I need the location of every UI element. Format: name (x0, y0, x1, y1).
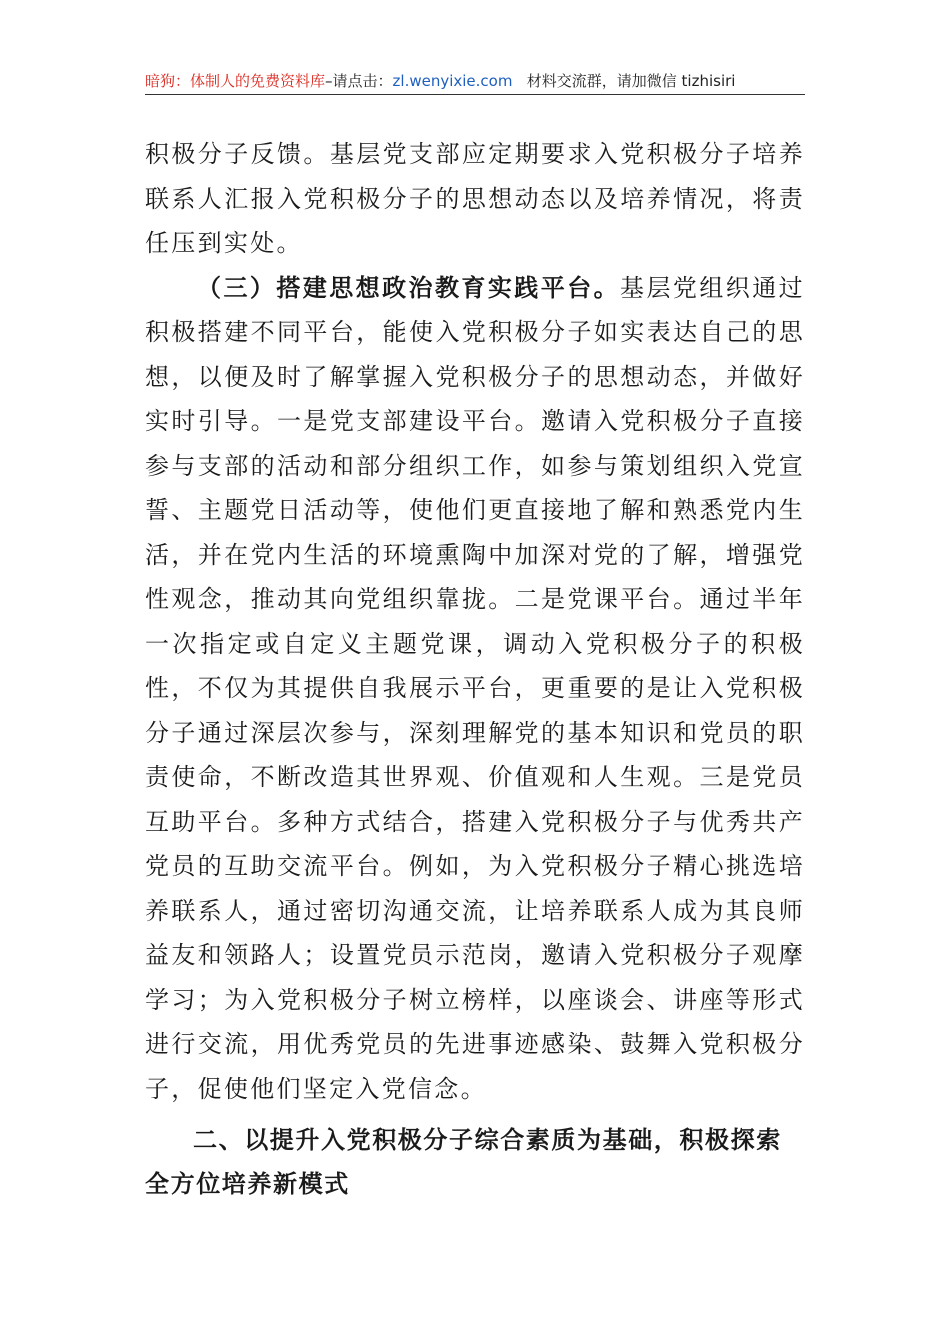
header-link[interactable]: zl.wenyixie.com (392, 72, 513, 90)
header-divider (145, 94, 805, 95)
page-header (145, 68, 805, 94)
document-body (145, 132, 805, 1111)
section-heading-3: （三）搭建思想政治教育实践平台。 (197, 272, 621, 302)
header-site-name: 暗狗：体制人的免费资料库 (145, 72, 326, 90)
header-wechat-note: 材料交流群，请加微信 tizhisiri (526, 72, 736, 90)
paragraph-2 (145, 266, 805, 1112)
section-heading-2: 二、以提升入党积极分子综合素质为基础，积极探索全方位培养新模式 (145, 1126, 782, 1198)
header-click-prompt: –请点击： (325, 72, 393, 90)
paragraph-2-text: 基层党组织通过积极搭建不同平台，能使入党积极分子如实表达自己的思想，以便及时了解掌握入党积极分子的思想动态，并做好实时引导。一是党支部建设平台。邀请入党积极分子直接参与支部的活动和部分组织工作，如参与策划组织入党宣誓、主题党日活动等，使他们更直接地了解和熟悉党内生活，并在党内生活的环境熏陶中加深对党的了解，增强党性观念，推动其向党组织靠拢。二是党课平台。通过半年一次指定或自定义主题党课，调动入党积极分子的积极性，不仅为其提供自我展示平台，更重要的是让入党积极分子通过深层次参与，深刻理解党的基本知识和党员的职责使命，不断改造其世界观、价值观和人生观。三是党员互助平台。多种方式结合，搭建入党积极分子与优秀共产党员的互助交流平台。例如，为入党积极分子精心挑选培养联系人，通过密切沟通交流，让培养联系人成为其良师益友和领路人；设置党员示范岗，邀请入党积极分子观摩学习；为入党积极分子树立榜样，以座谈会、讲座等形式进行交流，用优秀党员的先进事迹感染、鼓舞入党积极分子，促使他们坚定入党信念。 (145, 273, 805, 1103)
paragraph-1: 积极分子反馈。基层党支部应定期要求入党积极分子培养联系人汇报入党积极分子的思想动态以及培养情况，将责任压到实处。 (145, 140, 805, 257)
